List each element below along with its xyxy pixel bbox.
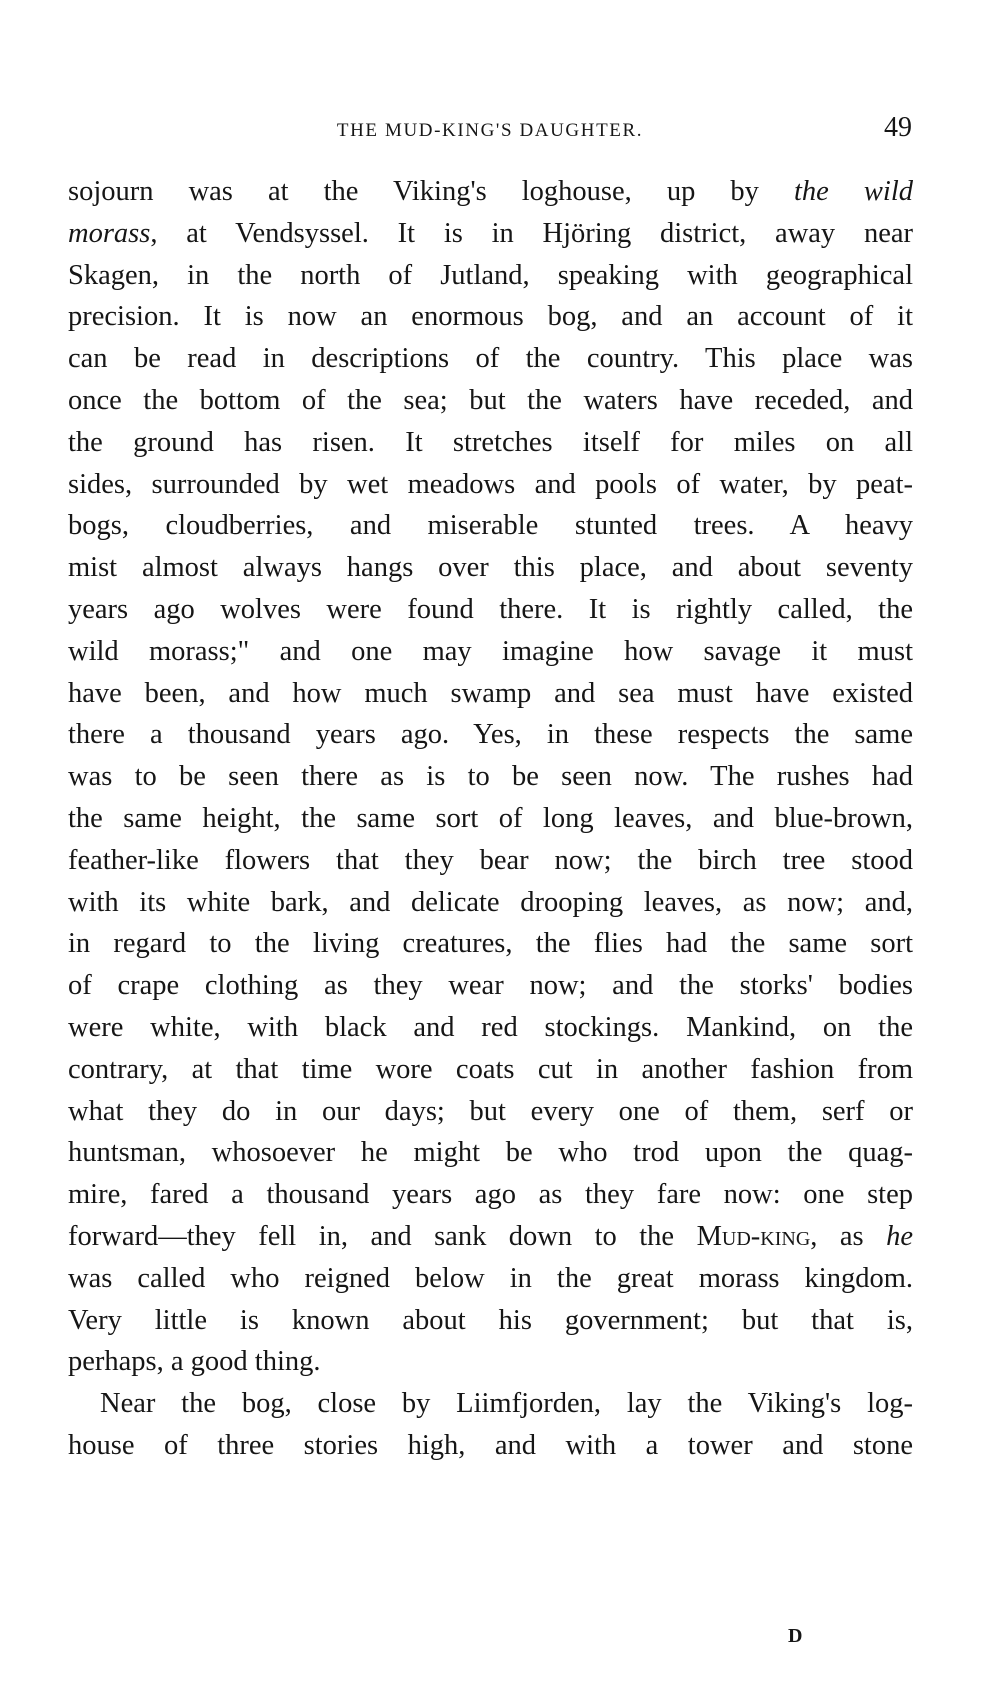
text-run: huntsman, whosoever he might be who trod upon the quag- [68, 1137, 913, 1169]
text-run: was to be seen there as is to be seen now. The rushes had [68, 761, 913, 793]
text-line [68, 1091, 913, 1133]
text-run: the same height, the same sort of long leaves, and blue-brown, [68, 802, 913, 834]
text-line [68, 1258, 913, 1300]
text-line [68, 923, 913, 965]
text-run: was called who reigned below in the great morass kingdom. [68, 1262, 913, 1294]
text-run: Skagen, in the north of Jutland, speaking with geographical [68, 259, 913, 291]
text-run: the ground has risen. It stretches itself for miles on all [68, 426, 913, 458]
text-line [68, 798, 913, 840]
text-line [68, 422, 913, 464]
text-run: feather-like flowers that they bear now; the birch tree stood [68, 844, 913, 876]
text-line [68, 1007, 913, 1049]
text-line [68, 213, 913, 255]
text-line [68, 1341, 913, 1383]
text-run: have been, and how much swamp and sea must have existed [68, 677, 913, 709]
text-line [68, 1300, 913, 1342]
text-run: Near the bog, close by Liimfjorden, lay the Viking's log- [100, 1388, 913, 1420]
text-run: can be read in descriptions of the country. This place was [68, 343, 913, 375]
text-line [68, 296, 913, 338]
text-run: with its white bark, and delicate drooping leaves, as now; and, [68, 886, 913, 918]
text-line [68, 756, 913, 798]
running-head [68, 112, 912, 152]
text-run: sides, surrounded by wet meadows and pools of water, by peat- [68, 468, 913, 500]
text-run: once the bottom of the sea; but the waters have receded, and [68, 384, 913, 416]
text-run: mist almost always hangs over this place, and about seventy [68, 552, 913, 584]
text-line [68, 255, 913, 297]
page-number: 49 [884, 112, 912, 143]
text-line [68, 1425, 913, 1467]
text-run: morass [68, 217, 151, 249]
text-run: contrary, at that time wore coats cut in another fashion from [68, 1053, 913, 1085]
text-line [68, 965, 913, 1007]
text-run: , at Vendsyssel. It is in Hjöring district, away near [150, 217, 913, 249]
text-line [68, 673, 913, 715]
text-run: perhaps, a good thing. [68, 1346, 321, 1378]
running-title: THE MUD-KING'S DAUGHTER. [336, 120, 644, 141]
text-line [68, 840, 913, 882]
text-run: in regard to the living creatures, the flies had the same sort [68, 928, 913, 960]
text-line [68, 1049, 913, 1091]
text-run: were white, with black and red stockings. Mankind, on the [68, 1011, 913, 1043]
text-run: bogs, cloudberries, and miserable stunted trees. A heavy [68, 510, 913, 542]
text-line [68, 1174, 913, 1216]
text-line [68, 714, 913, 756]
text-run: years ago wolves were found there. It is rightly called, the [68, 593, 913, 625]
text-run: there a thousand years ago. Yes, in these respects the same [68, 719, 913, 751]
text-line [68, 1216, 913, 1258]
text-run: Very little is known about his government; but that is, [68, 1304, 913, 1336]
text-line [68, 547, 913, 589]
text-run: wild morass;" and one may imagine how savage it must [68, 635, 913, 667]
text-line [68, 171, 913, 213]
text-run: , as [810, 1220, 887, 1252]
text-line [68, 464, 913, 506]
text-run: mire, fared a thousand years ago as they fare now: one step [68, 1179, 913, 1211]
text-line [68, 338, 913, 380]
text-run: Mud-king [696, 1220, 811, 1252]
signature-mark: D [788, 1625, 803, 1647]
text-line [68, 589, 913, 631]
text-run: what they do in our days; but every one of them, serf or [68, 1095, 913, 1127]
text-run: precision. It is now an enormous bog, and an account of it [68, 301, 913, 333]
text-line [68, 380, 913, 422]
text-run: sojourn was at the Viking's loghouse, up by [68, 176, 794, 207]
text-line [68, 1383, 913, 1425]
text-line [68, 631, 913, 673]
text-run: the wild [794, 176, 913, 207]
text-run: he [886, 1220, 914, 1252]
text-run: of crape clothing as they wear now; and the storks' bodies [68, 970, 913, 1002]
text-run: forward—they fell in, and sank down to the [68, 1220, 697, 1252]
text-line [68, 505, 913, 547]
text-line [68, 882, 913, 924]
text-run: house of three stories high, and with a tower and stone [68, 1429, 913, 1461]
body-text [68, 171, 913, 1467]
text-line [68, 1132, 913, 1174]
